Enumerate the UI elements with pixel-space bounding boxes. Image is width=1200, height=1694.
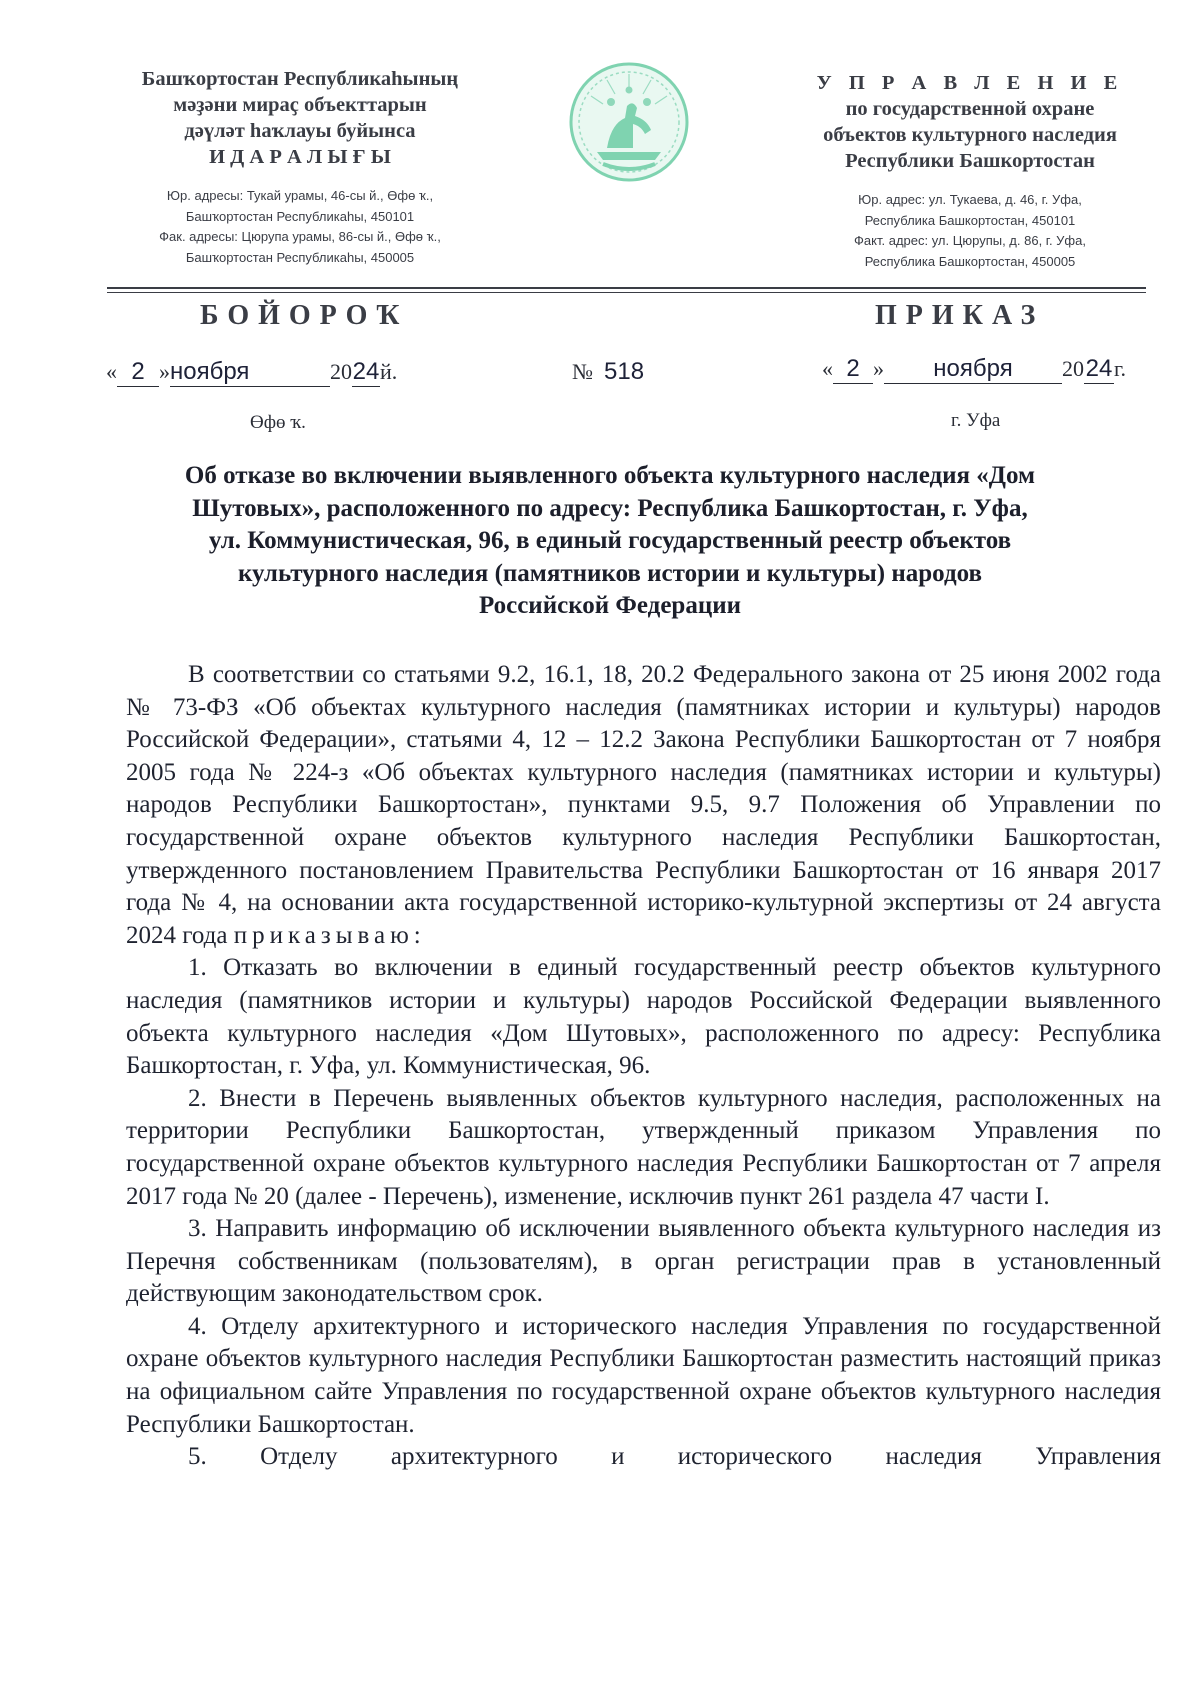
doc-type-bashkir: БОЙОРОҠ	[200, 300, 409, 331]
bashkortostan-coat-of-arms-icon	[567, 60, 691, 184]
preamble-text: В соответствии со статьями 9.2, 16.1, 18, 20.2 Федерального закона от 25 июня 2002 года № 73-ФЗ «Об объектах культурного наследия (памятниках истории и культуры) народов Российской Федерации», статьями 4, 12 – 12.2 Закона Республики Башкортостан от 7 ноября 2005 года № 224-з «Об объектах культурного наследия (памятниках истории и культуры) народов Республики Башкортостан», пунктами 9.5, 9.7 Положения об Управлении по государственной охране объектов культурного наследия Республики Башкортостан, утвержденного постановлением Правительства Республики Башкортостан от 16 января 2017 года № 4, на основании акта государственной историко-культурной экспертизы от 24 августа 2024 года	[126, 661, 1161, 949]
header-left	[100, 66, 500, 268]
org-name-bashkir-line-1: Башҡортостан Республикаһының	[141, 68, 459, 90]
date-right-close-quote: »	[873, 356, 884, 381]
org-name-russian-line-4: Республики Башкортостан	[845, 150, 1095, 172]
address-russian-line-4: Республика Башкортостан, 450005	[864, 253, 1076, 269]
address-bashkir-line-3: Фак. адресы: Цюрупа урамы, 86-сы й., Өфө ҡ.,	[159, 229, 441, 244]
city-bashkir: Өфө ҡ.	[250, 412, 306, 433]
header-divider-thick	[107, 287, 1146, 289]
date-left-day: 2	[117, 358, 159, 387]
document-body	[126, 659, 1161, 1474]
date-right-day: 2	[833, 355, 873, 384]
title-line-1: Об отказе во включении выявленного объекта культурного наследия «Дом	[184, 462, 1036, 489]
order-item-1: 1. Отказать во включении в единый государственный реестр объектов культурного наследия (памятников истории и культуры) народов Российской Федерации выявленного объекта культурного наследия «Дом Шутовых», расположенного по адресу: Республика Башкортостан, г. Уфа, ул. Коммунистическая, 96.	[126, 954, 1161, 1080]
date-right-suffix: г.	[1114, 356, 1127, 381]
date-right-open-quote: «	[822, 356, 833, 381]
title-line-2: Шутовых», расположенного по адресу: Республика Башкортостан, г. Уфа,	[192, 494, 1028, 522]
org-name-russian-line-3: объектов культурного наследия	[823, 124, 1117, 146]
header-right	[770, 70, 1170, 272]
order-item-2: 2. Внести в Перечень выявленных объектов культурного наследия, расположенных на территории Республики Башкортостан, утвержденный приказом Управления по государственной охране объектов культурного наследия Республики Башкортостан от 7 апреля 2017 года № 20 (далее - Перечень), изменение, исключив пункт 261 раздела 47 части I.	[126, 1084, 1161, 1210]
address-bashkir-line-4: Башҡортостан Республикаһы, 450005	[185, 249, 415, 265]
address-russian-line-1: Юр. адрес: ул. Тукаева, д. 46, г. Уфа,	[858, 192, 1082, 207]
date-left-month: ноября	[170, 358, 330, 387]
date-left-year: 24	[352, 358, 380, 385]
order-number-value: 518	[604, 358, 645, 385]
address-russian	[770, 190, 1170, 272]
header-divider-thin	[107, 292, 1146, 293]
title-line-4: культурного наследия (памятников истории и культуры) народов	[237, 559, 982, 587]
date-left	[106, 358, 397, 387]
date-left-suffix: й.	[380, 359, 398, 384]
city-russian: г. Уфа	[951, 410, 1001, 431]
title-line-3: ул. Коммунистическая, 96, в единый государственный реестр объектов	[208, 527, 1012, 554]
doc-type-russian: ПРИКАЗ	[875, 300, 1045, 331]
title-line-5: Российской Федерации	[478, 592, 742, 619]
order-word: приказываю:	[233, 921, 426, 949]
date-left-close-quote: »	[159, 359, 170, 384]
date-left-year-prefix: 20	[330, 359, 352, 384]
org-name-russian-line-1: У П Р А В Л Е Н И Е	[816, 72, 1124, 94]
org-name-bashkir-line-4: И Д А Р А Л Ы Ғ Ы	[209, 146, 391, 168]
date-right-year: 24	[1085, 355, 1113, 382]
order-item-4: 4. Отделу архитектурного и исторического наследия Управления по государственной охране объектов культурного наследия Республики Башкортостан разместить настоящий приказ на официальном сайте Управления по государственной охране объектов культурного наследия Республики Башкортостан.	[126, 1312, 1161, 1438]
address-bashkir-line-1: Юр. адресы: Тукай урамы, 46-сы й., Өфө ҡ.,	[166, 188, 434, 203]
preamble-paragraph	[126, 659, 1161, 952]
document-title	[130, 460, 1090, 623]
address-russian-line-2: Республика Башкортостан, 450101	[864, 212, 1076, 228]
org-name-russian-line-2: по государственной охране	[845, 98, 1095, 120]
org-name-bashkir-line-2: мәҙәни мираҫ объекттарын	[173, 94, 427, 116]
order-item-5: 5. Отделу архитектурного и исторического наследия Управления	[188, 1443, 1161, 1471]
address-bashkir	[100, 186, 500, 268]
address-russian-line-3: Факт. адрес: ул. Цюрупы, д. 86, г. Уфа,	[854, 233, 1086, 248]
order-number	[572, 358, 644, 386]
order-number-label: №	[572, 359, 593, 384]
order-item-3: 3. Направить информацию об исключении выявленного объекта культурного наследия из Перечня собственникам (пользователям), в орган регистрации прав в установленный действующим законодательством срок.	[126, 1215, 1161, 1308]
address-bashkir-line-2: Башҡортостан Республикаһы, 450101	[185, 208, 415, 224]
date-left-open-quote: «	[106, 359, 117, 384]
date-right	[822, 355, 1126, 384]
date-right-month: ноября	[884, 355, 1062, 384]
date-right-year-prefix: 20	[1062, 356, 1084, 381]
org-name-bashkir-line-3: дәүләт һаҡлауы буйынса	[184, 120, 416, 142]
